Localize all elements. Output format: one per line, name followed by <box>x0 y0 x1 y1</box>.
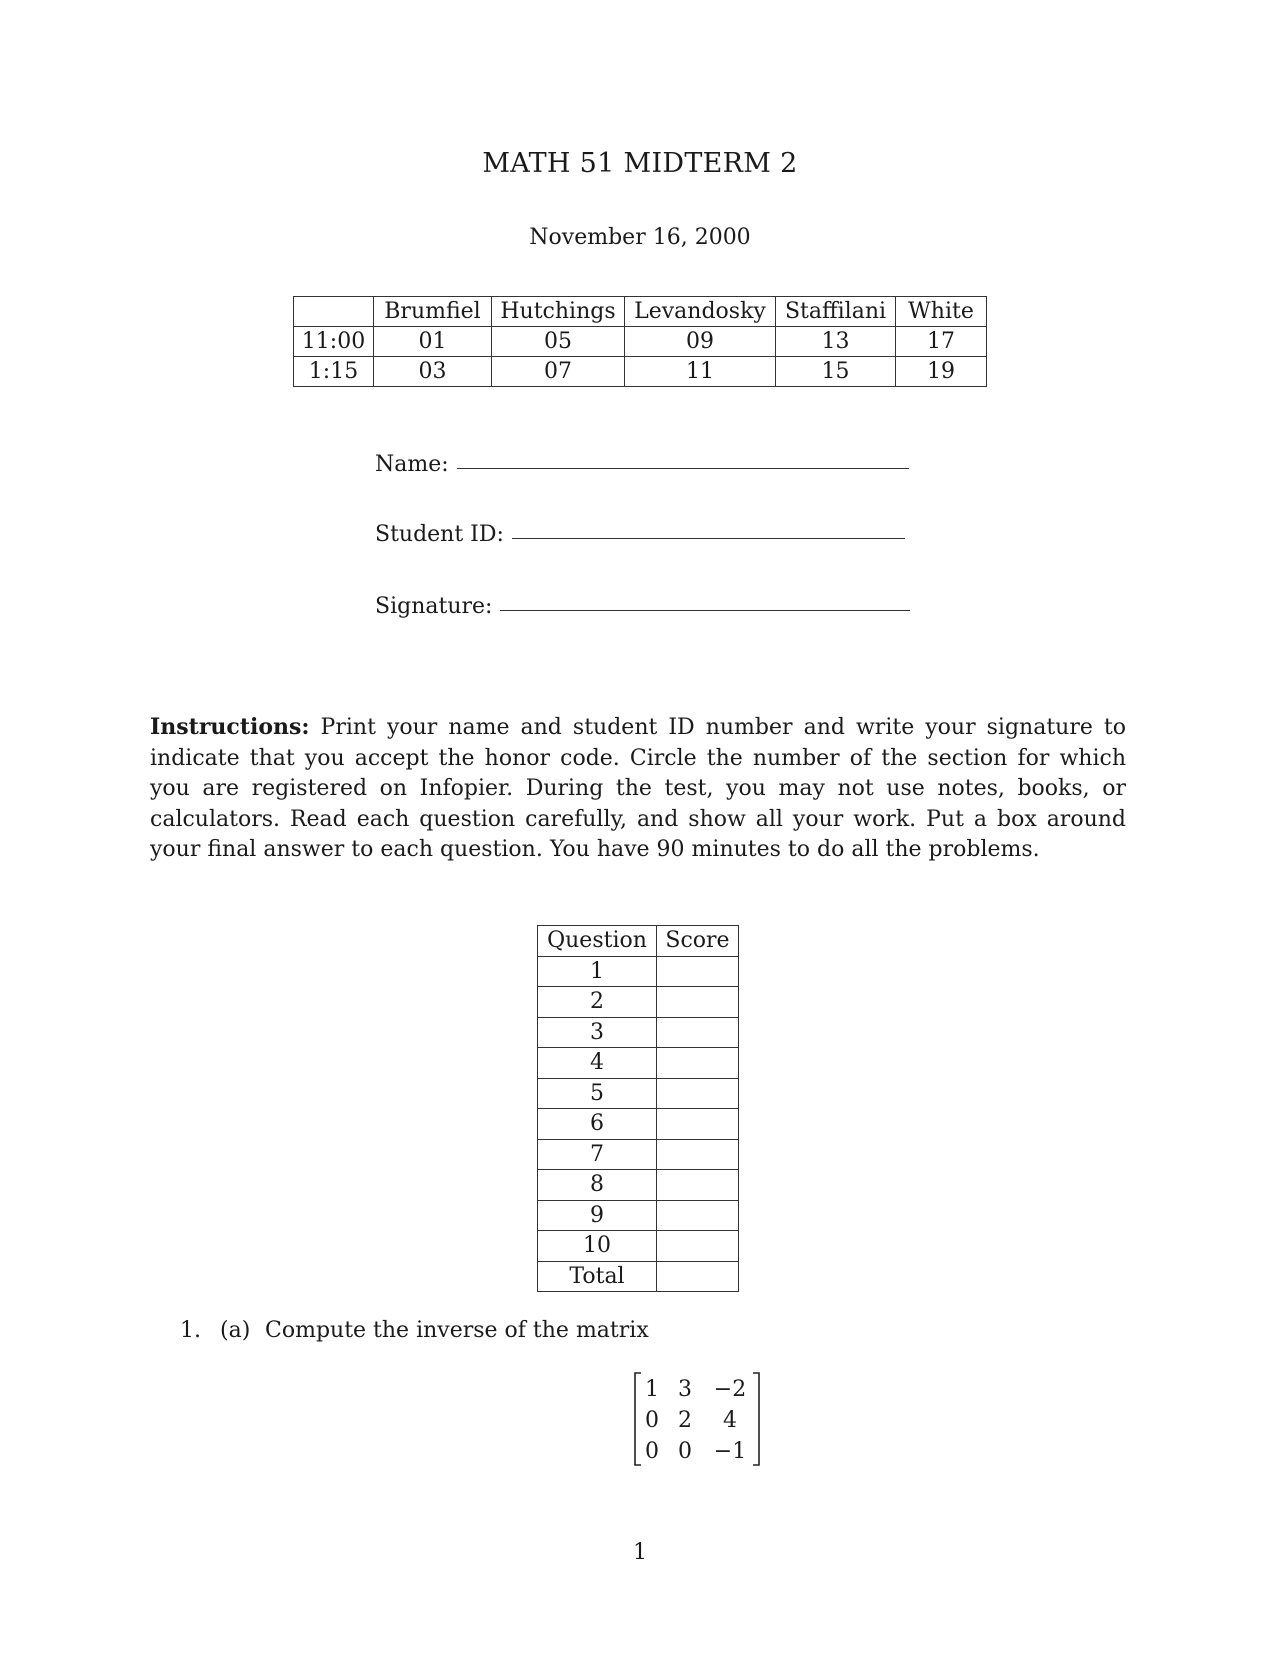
problem-1 <box>180 1318 649 1343</box>
matrix-entry: 4 <box>723 1408 737 1433</box>
score-cell <box>657 1139 739 1170</box>
student-id-input-line[interactable] <box>512 538 905 539</box>
section-number-cell[interactable]: 01 <box>374 327 492 357</box>
score-row <box>538 1139 739 1170</box>
section-number-cell[interactable]: 09 <box>625 327 776 357</box>
matrix-svg <box>634 1372 760 1466</box>
score-row <box>538 1170 739 1201</box>
section-number-cell[interactable]: 03 <box>374 357 492 387</box>
name-input-line[interactable] <box>457 468 909 469</box>
score-cell <box>657 1231 739 1262</box>
score-row <box>538 1017 739 1048</box>
section-table-row <box>294 357 987 387</box>
section-number-cell[interactable]: 15 <box>776 357 896 387</box>
question-cell: 9 <box>538 1200 657 1231</box>
problem-part: (a) <box>220 1318 251 1343</box>
matrix-entry: 1 <box>645 1377 659 1402</box>
section-number-cell[interactable]: 13 <box>776 327 896 357</box>
score-cell <box>657 1078 739 1109</box>
section-table-row <box>294 327 987 357</box>
matrix-left-bracket <box>635 1373 641 1465</box>
score-row <box>538 956 739 987</box>
exam-date: November 16, 2000 <box>529 225 751 250</box>
student-id-field <box>375 522 905 547</box>
name-field <box>375 452 909 477</box>
question-cell: 8 <box>538 1170 657 1201</box>
instructions-paragraph <box>150 712 1126 866</box>
matrix <box>634 1372 760 1470</box>
score-cell <box>657 1200 739 1231</box>
score-table-header-row <box>538 926 739 957</box>
score-cell <box>657 1017 739 1048</box>
instructions-text: Print your name and student ID number and write your signature to indicate that you accept the honor code. Circle the number of the section for which you are registered on Infopier. During the test, you may not use notes, books, or calculators. Read each question carefully, and show all your work. Put a box around your final answer to each question. You have 90 minutes to do all the problems. <box>150 715 1126 862</box>
question-header: Question <box>538 926 657 957</box>
section-number-cell[interactable]: 07 <box>492 357 625 387</box>
score-cell <box>657 956 739 987</box>
matrix-right-bracket <box>753 1373 759 1465</box>
score-row <box>538 1109 739 1140</box>
section-time-cell: 11:00 <box>294 327 374 357</box>
signature-input-line[interactable] <box>500 610 910 611</box>
matrix-entry: −1 <box>713 1439 747 1464</box>
page-title: MATH 51 MIDTERM 2 <box>482 148 798 179</box>
section-table-header-cell: White <box>896 297 987 327</box>
section-table-header-cell: Staffilani <box>776 297 896 327</box>
page-number: 1 <box>633 1540 647 1565</box>
problem-text: Compute the inverse of the matrix <box>265 1318 649 1343</box>
score-row <box>538 1231 739 1262</box>
section-table-header-cell: Levandosky <box>625 297 776 327</box>
score-cell <box>657 1170 739 1201</box>
score-row <box>538 1261 739 1292</box>
score-header: Score <box>657 926 739 957</box>
signature-label: Signature: <box>375 594 493 619</box>
section-table-header-cell <box>294 297 374 327</box>
section-table-header-row <box>294 297 987 327</box>
question-cell: 7 <box>538 1139 657 1170</box>
section-number-cell[interactable]: 05 <box>492 327 625 357</box>
matrix-entry: 2 <box>678 1408 692 1433</box>
score-row <box>538 1078 739 1109</box>
section-number-cell[interactable]: 11 <box>625 357 776 387</box>
section-number-cell[interactable]: 17 <box>896 327 987 357</box>
score-row <box>538 987 739 1018</box>
question-cell: 2 <box>538 987 657 1018</box>
matrix-entry: −2 <box>713 1377 747 1402</box>
section-time-cell: 1:15 <box>294 357 374 387</box>
instructions-label: Instructions: <box>150 714 310 740</box>
question-cell: 5 <box>538 1078 657 1109</box>
question-cell: Total <box>538 1261 657 1292</box>
matrix-entry: 0 <box>645 1408 659 1433</box>
section-table-header-cell: Hutchings <box>492 297 625 327</box>
question-cell: 6 <box>538 1109 657 1140</box>
question-cell: 4 <box>538 1048 657 1079</box>
score-cell <box>657 1048 739 1079</box>
score-cell <box>657 1109 739 1140</box>
matrix-entry: 3 <box>678 1377 692 1402</box>
score-row <box>538 1200 739 1231</box>
section-number-cell[interactable]: 19 <box>896 357 987 387</box>
score-row <box>538 1048 739 1079</box>
score-cell <box>657 1261 739 1292</box>
score-cell <box>657 987 739 1018</box>
signature-field <box>375 594 910 619</box>
student-id-label: Student ID: <box>375 522 504 547</box>
question-cell: 10 <box>538 1231 657 1262</box>
question-cell: 3 <box>538 1017 657 1048</box>
section-table <box>293 296 987 387</box>
section-table-header-cell: Brumfiel <box>374 297 492 327</box>
score-table <box>537 925 739 1292</box>
name-label: Name: <box>375 452 449 477</box>
matrix-entry: 0 <box>645 1439 659 1464</box>
problem-number: 1. <box>180 1318 201 1343</box>
question-cell: 1 <box>538 956 657 987</box>
matrix-entry: 0 <box>678 1439 692 1464</box>
